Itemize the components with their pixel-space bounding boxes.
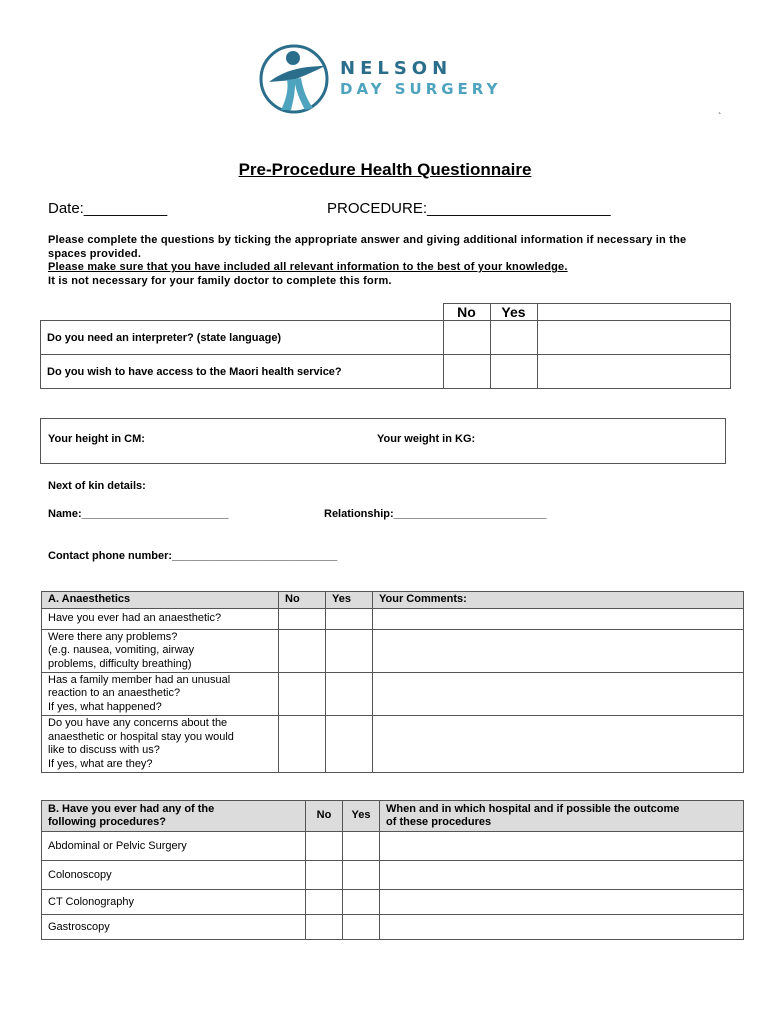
instructions-line-1: Please complete the questions by ticking the appropriate answer and giving additional information if necessary in the spaces provided. xyxy=(48,234,687,260)
answer-no-cell[interactable] xyxy=(306,861,343,890)
answer-yes-cell[interactable] xyxy=(343,890,380,915)
answer-no-cell[interactable] xyxy=(279,609,326,630)
column-header-when xyxy=(380,801,744,832)
column-header-no: No xyxy=(279,592,326,609)
kin-name-field[interactable]: Name:________________________ xyxy=(48,508,229,520)
comment-cell[interactable] xyxy=(373,716,744,773)
procedure-ct-colonography: CT Colonography xyxy=(42,890,306,915)
interpreter-table xyxy=(40,303,731,389)
column-header-yes: Yes xyxy=(490,304,537,321)
answer-yes-cell[interactable] xyxy=(326,630,373,673)
question-family-reaction xyxy=(42,673,279,716)
comment-cell[interactable] xyxy=(373,630,744,673)
section-b-header-line: following procedures? xyxy=(48,816,166,828)
procedures-table xyxy=(41,800,744,940)
procedure-detail-cell[interactable] xyxy=(380,915,744,940)
answer-yes-cell[interactable] xyxy=(326,716,373,773)
column-header-yes: Yes xyxy=(343,801,380,832)
stray-mark: ` xyxy=(718,112,722,123)
section-a-header: A. Anaesthetics xyxy=(42,592,279,609)
logo-text-nelson: NELSON xyxy=(340,58,453,79)
table-row xyxy=(42,609,744,630)
question-text: If yes, what happened? xyxy=(48,700,162,713)
answer-detail-cell[interactable] xyxy=(537,355,731,389)
table-row xyxy=(41,355,731,389)
column-header-when-line: of these procedures xyxy=(386,816,492,828)
instructions-line-3: It is not necessary for your family doctor to complete this form. xyxy=(48,274,392,287)
question-maori-health: Do you wish to have access to the Maori health service? xyxy=(41,355,444,389)
height-weight-box xyxy=(40,418,726,464)
answer-detail-cell[interactable] xyxy=(537,321,731,355)
question-text: Do you have any concerns about the xyxy=(48,717,228,729)
answer-no-cell[interactable] xyxy=(443,355,490,389)
question-text: problems, difficulty breathing) xyxy=(48,657,192,670)
answer-yes-cell[interactable] xyxy=(343,915,380,940)
date-field[interactable]: Date:__________ xyxy=(48,200,168,217)
question-text: Has a family member had an unusual xyxy=(48,673,231,686)
column-header-when-line: When and in which hospital and if possible the outcome xyxy=(386,802,680,815)
procedure-field[interactable]: PROCEDURE:______________________ xyxy=(327,200,611,217)
logo-text-day-surgery: DAY SURGERY xyxy=(340,80,502,98)
table-header-blank xyxy=(41,304,444,321)
procedure-detail-cell[interactable] xyxy=(380,832,744,861)
kin-relationship-field[interactable]: Relationship:_________________________ xyxy=(324,508,547,520)
nelson-day-surgery-logo xyxy=(259,44,331,116)
table-row xyxy=(42,630,744,673)
column-header-blank xyxy=(537,304,731,321)
section-b-header xyxy=(42,801,306,832)
procedure-gastroscopy: Gastroscopy xyxy=(42,915,306,940)
question-text: like to discuss with us? xyxy=(48,744,160,756)
question-interpreter: Do you need an interpreter? (state language) xyxy=(41,321,444,355)
question-text: reaction to an anaesthetic? xyxy=(48,687,181,700)
instructions xyxy=(48,234,698,288)
answer-no-cell[interactable] xyxy=(279,673,326,716)
question-problems xyxy=(42,630,279,673)
column-header-no: No xyxy=(443,304,490,321)
comment-cell[interactable] xyxy=(373,673,744,716)
page-title: Pre-Procedure Health Questionnaire xyxy=(238,160,532,179)
table-row xyxy=(42,861,744,890)
answer-no-cell[interactable] xyxy=(279,716,326,773)
column-header-no: No xyxy=(306,801,343,832)
kin-phone-field[interactable]: Contact phone number:___________________________ xyxy=(48,550,338,562)
table-row xyxy=(42,832,744,861)
answer-yes-cell[interactable] xyxy=(490,321,537,355)
procedure-detail-cell[interactable] xyxy=(380,861,744,890)
table-row xyxy=(42,716,744,773)
answer-yes-cell[interactable] xyxy=(343,832,380,861)
question-text: (e.g. nausea, vomiting, airway xyxy=(48,644,195,657)
height-label: Your height in CM: xyxy=(48,433,145,445)
question-text: If yes, what are they? xyxy=(48,757,153,770)
answer-no-cell[interactable] xyxy=(443,321,490,355)
answer-yes-cell[interactable] xyxy=(490,355,537,389)
comment-cell[interactable] xyxy=(373,609,744,630)
question-had-anaesthetic xyxy=(42,609,279,630)
anaesthetics-table xyxy=(41,591,744,773)
question-text: anaesthetic or hospital stay you would xyxy=(48,730,234,743)
procedure-abdominal: Abdominal or Pelvic Surgery xyxy=(42,832,306,861)
procedure-detail-cell[interactable] xyxy=(380,890,744,915)
procedure-colonoscopy: Colonoscopy xyxy=(42,861,306,890)
table-row xyxy=(42,915,744,940)
weight-label: Your weight in KG: xyxy=(377,433,476,445)
table-row xyxy=(42,890,744,915)
answer-yes-cell[interactable] xyxy=(326,609,373,630)
answer-yes-cell[interactable] xyxy=(343,861,380,890)
column-header-yes: Yes xyxy=(326,592,373,609)
answer-yes-cell[interactable] xyxy=(326,673,373,716)
question-text: Have you ever had an anaesthetic? xyxy=(48,612,222,625)
answer-no-cell[interactable] xyxy=(306,915,343,940)
answer-no-cell[interactable] xyxy=(306,832,343,861)
question-text: Were there any problems? xyxy=(48,630,178,643)
table-row xyxy=(41,321,731,355)
instructions-line-2: Please make sure that you have included all relevant information to the best of your knowledge. xyxy=(48,261,568,273)
table-row xyxy=(42,673,744,716)
column-header-comments: Your Comments: xyxy=(373,592,744,609)
next-of-kin-title: Next of kin details: xyxy=(48,480,146,492)
section-b-header-line: B. Have you ever had any of the xyxy=(48,802,215,815)
answer-no-cell[interactable] xyxy=(306,890,343,915)
answer-no-cell[interactable] xyxy=(279,630,326,673)
question-concerns xyxy=(42,716,279,773)
